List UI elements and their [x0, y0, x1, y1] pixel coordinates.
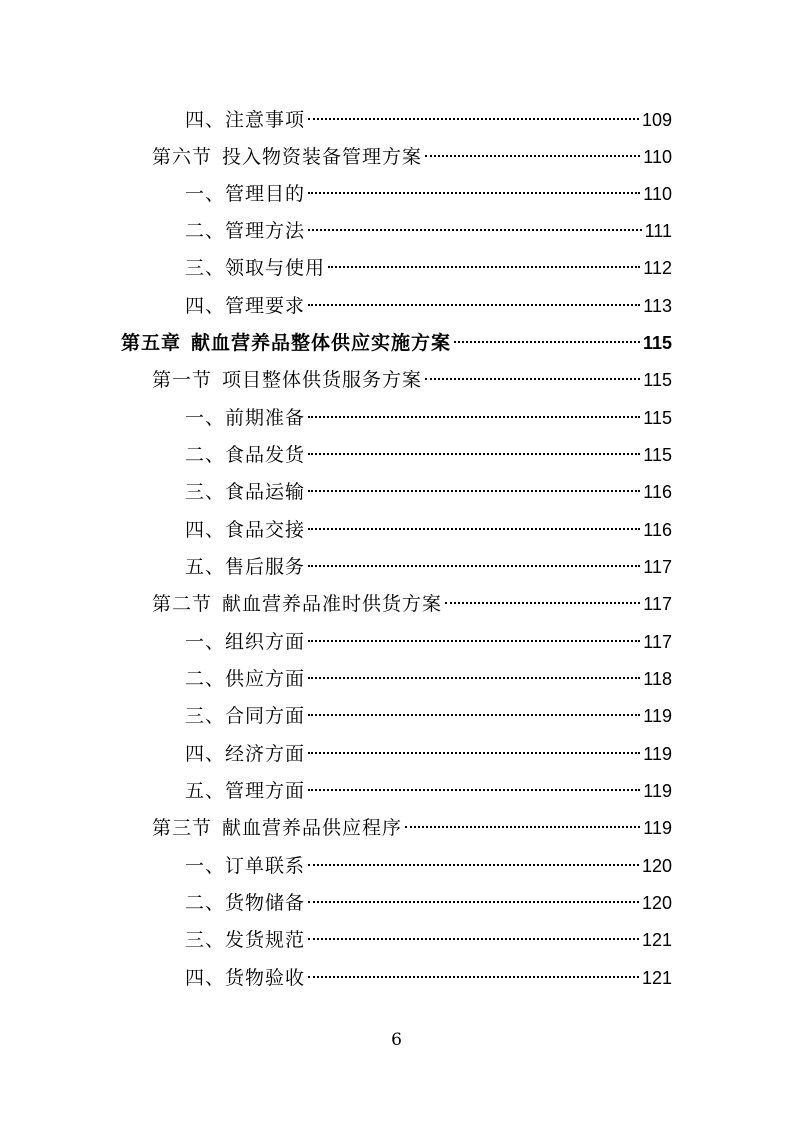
dot-leader: [405, 826, 640, 828]
toc-entry-page: 120: [641, 856, 672, 876]
toc-entry-label: 三、发货规范: [185, 929, 306, 951]
toc-entry-label: 四、管理要求: [185, 295, 306, 317]
toc-entry[interactable]: [152, 362, 672, 398]
toc-entry-page: 121: [641, 968, 672, 988]
toc-entry-label: 四、货物验收: [185, 967, 306, 989]
toc-entry[interactable]: [185, 698, 672, 734]
toc-entry[interactable]: [185, 549, 672, 585]
toc-entry[interactable]: [185, 661, 672, 697]
toc-entry[interactable]: [185, 250, 672, 286]
toc-entry[interactable]: [185, 736, 672, 772]
toc-entry[interactable]: [185, 176, 672, 212]
toc-entry-page: 119: [643, 744, 672, 764]
dot-leader: [308, 789, 640, 791]
toc-entry-page: 117: [643, 557, 672, 577]
toc-entry-label: 第六节: [152, 146, 213, 168]
toc-entry-label: 五、售后服务: [185, 556, 306, 578]
dot-leader: [308, 864, 639, 866]
dot-leader: [308, 192, 640, 194]
dot-leader: [308, 416, 640, 418]
dot-leader: [308, 976, 639, 978]
toc-entry-page: 116: [643, 520, 672, 540]
toc-entry-title: 项目整体供货服务方案: [222, 369, 423, 391]
toc-entry-page: 113: [643, 296, 672, 316]
toc-entry[interactable]: [152, 586, 672, 622]
dot-leader: [308, 640, 640, 642]
footer-page-number: 6: [391, 1030, 402, 1050]
dot-leader: [425, 378, 640, 380]
toc-entry-label: 第二节: [152, 593, 213, 615]
toc-entry-page: 110: [643, 147, 672, 167]
dot-leader: [425, 155, 640, 157]
dot-leader: [308, 453, 640, 455]
toc-entry-page: 119: [643, 781, 672, 801]
toc-entry[interactable]: [185, 102, 672, 138]
toc-entry-page: 118: [643, 669, 672, 689]
dot-leader: [308, 304, 640, 306]
toc-entry[interactable]: [185, 400, 672, 436]
toc-entry-page: 111: [644, 221, 672, 241]
toc-entry[interactable]: [152, 810, 672, 846]
toc-entry-label: 一、前期准备: [185, 407, 306, 429]
toc-entry-label: 第五章: [121, 332, 182, 354]
dot-leader: [308, 938, 639, 940]
toc-entry-page: 119: [643, 706, 672, 726]
dot-leader: [308, 229, 642, 231]
dot-leader: [308, 528, 640, 530]
toc-entry-page: 119: [643, 818, 672, 838]
toc-entry-page: 116: [643, 482, 672, 502]
toc-entry-title: 献血营养品整体供应实施方案: [191, 332, 452, 354]
toc-entry[interactable]: [185, 624, 672, 660]
toc-entry[interactable]: [185, 960, 672, 996]
toc-entry-page: 112: [643, 258, 672, 278]
toc-entry[interactable]: [185, 213, 672, 249]
toc-entry-label: 一、管理目的: [185, 183, 306, 205]
toc-entry-page: 120: [641, 893, 672, 913]
toc-chapter-entry[interactable]: [121, 325, 672, 361]
toc-entry-label: 一、订单联系: [185, 855, 306, 877]
toc-entry-label: 第三节: [152, 817, 213, 839]
toc-entry[interactable]: [185, 512, 672, 548]
toc-entry-label: 二、供应方面: [185, 668, 306, 690]
dot-leader: [308, 565, 640, 567]
toc-entry-label: 四、经济方面: [185, 743, 306, 765]
dot-leader: [308, 901, 639, 903]
toc-entry-page: 117: [643, 632, 672, 652]
dot-leader: [308, 490, 640, 492]
toc-entry-label: 三、合同方面: [185, 705, 306, 727]
toc-entry-page: 115: [642, 333, 672, 353]
dot-leader: [308, 714, 640, 716]
dot-leader: [308, 118, 639, 120]
dot-leader: [445, 602, 640, 604]
toc-entry-page: 117: [643, 594, 672, 614]
toc-entry[interactable]: [185, 288, 672, 324]
dot-leader: [454, 341, 640, 343]
toc-entry-page: 115: [643, 408, 672, 428]
toc-entry-label: 四、注意事项: [185, 109, 306, 131]
dot-leader: [308, 752, 640, 754]
toc-entry-title: 献血营养品准时供货方案: [222, 593, 443, 615]
toc-entry-label: 五、管理方面: [185, 780, 306, 802]
toc-entry-page: 115: [643, 445, 672, 465]
toc-entry-title: 投入物资装备管理方案: [222, 146, 423, 168]
toc-entry-label: 二、货物储备: [185, 892, 306, 914]
toc-entry-page: 109: [641, 110, 672, 130]
toc-entry-label: 三、食品运输: [185, 481, 306, 503]
toc-entry-title: 献血营养品供应程序: [222, 817, 403, 839]
toc-entry-label: 一、组织方面: [185, 631, 306, 653]
toc-entry[interactable]: [185, 474, 672, 510]
dot-leader: [328, 266, 640, 268]
toc-entry-label: 二、食品发货: [185, 444, 306, 466]
toc-entry[interactable]: [185, 773, 672, 809]
toc-entry[interactable]: [185, 437, 672, 473]
toc-entry[interactable]: [185, 922, 672, 958]
toc-entry-label: 第一节: [152, 369, 213, 391]
toc-entry[interactable]: [185, 848, 672, 884]
toc-entry-page: 110: [643, 184, 672, 204]
toc-entry-page: 121: [641, 930, 672, 950]
toc-entry-label: 四、食品交接: [185, 519, 306, 541]
toc-entry[interactable]: [152, 139, 672, 175]
toc-entry-label: 二、管理方法: [185, 220, 306, 242]
toc-entry-page: 115: [643, 370, 672, 390]
toc-entry[interactable]: [185, 885, 672, 921]
toc-entry-label: 三、领取与使用: [185, 257, 326, 279]
dot-leader: [308, 677, 640, 679]
